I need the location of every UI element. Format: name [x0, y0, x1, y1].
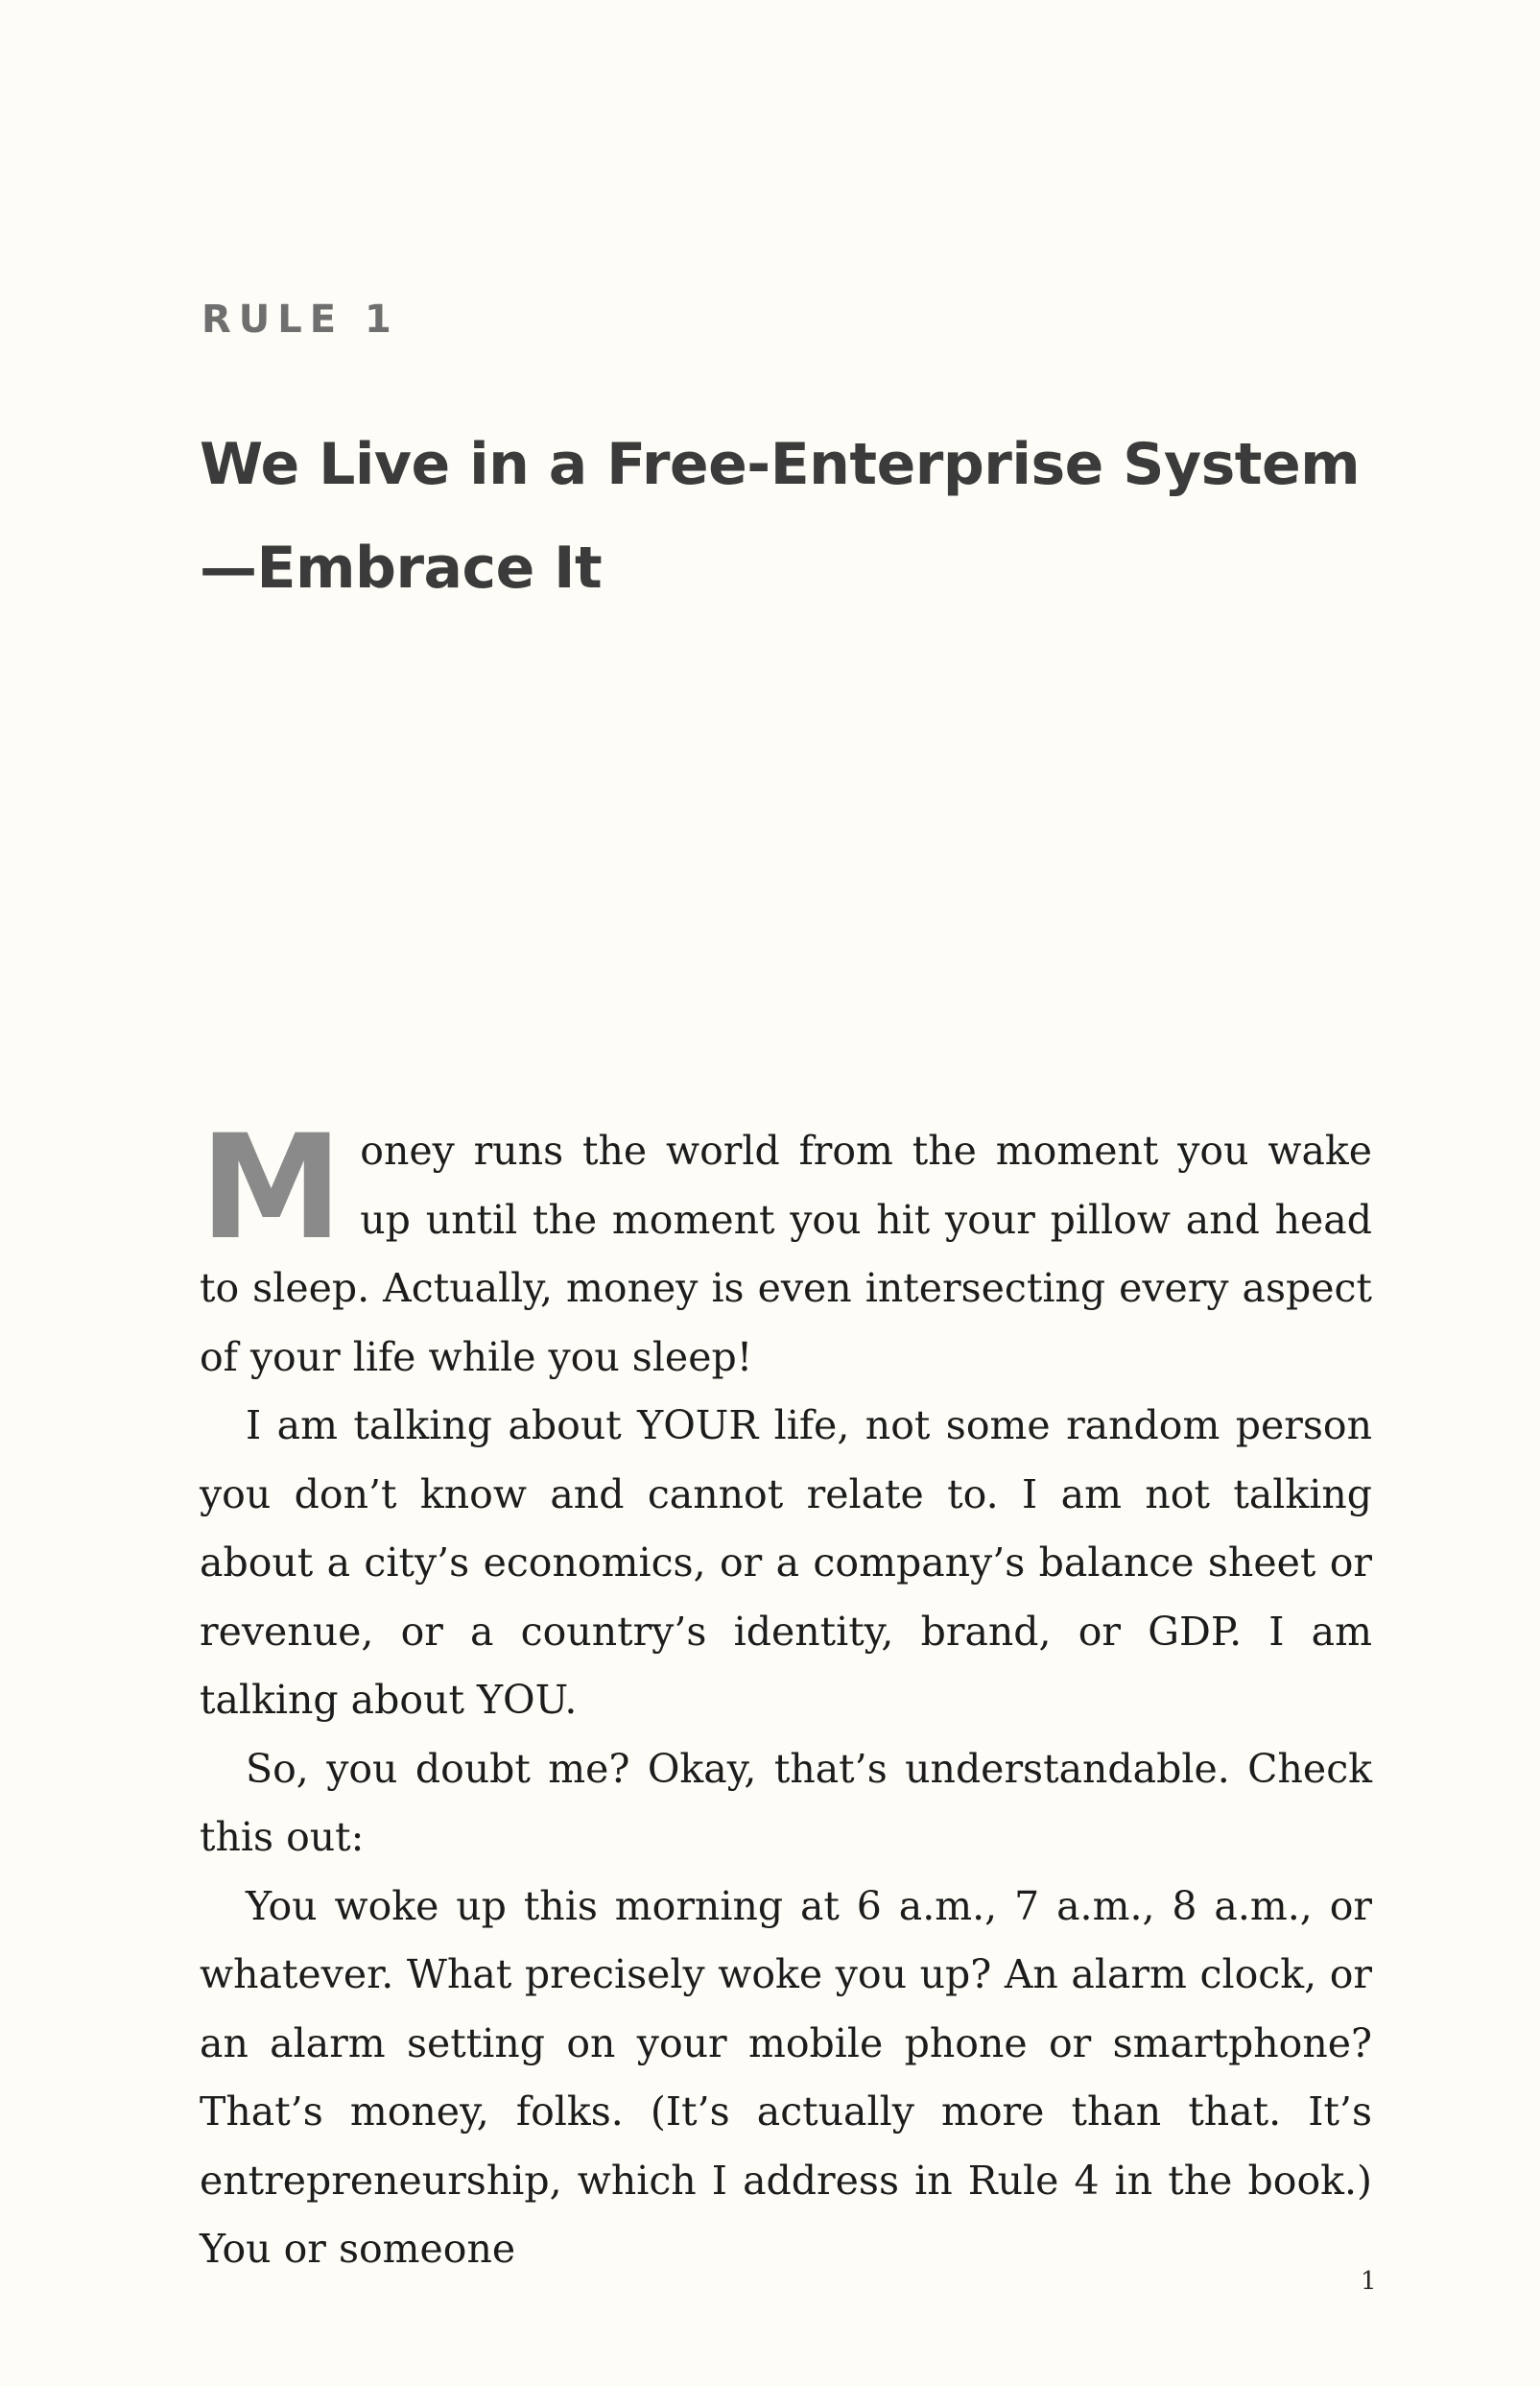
drop-cap: M [200, 1105, 344, 1272]
paragraph-3: So, you doubt me? Okay, that’s understandable. Check this out: [200, 1745, 1372, 1860]
chapter-title: We Live in a Free-Enterprise System—Embrace It [200, 431, 1361, 602]
paragraph-1-text: oney runs the world from the moment you wake up until the moment you hit your pillow and head to sleep. Actually, money is even intersecting every aspect of your life while you sleep! [200, 1128, 1372, 1380]
paragraph-4: You woke up this morning at 6 a.m., 7 a.m., 8 a.m., or whatever. What precisely woke you up? An alarm clock, or an alarm setting on your mobile phone or smartphone? That’s money, folks. (It’s actually more than that. It’s entrepreneurship, which I address in Rule 4 in the book.) You or someone [200, 1882, 1372, 2272]
paragraph-1 [200, 1105, 1372, 1392]
paragraph-2: I am talking about YOUR life, not some random person you don’t know and cannot relate to. I am not talking about a city’s economics, or a company’s balance sheet or revenue, or a country’s identity, brand, or GDP. I am talking about YOU. [200, 1402, 1372, 1723]
page-number: 1 [1361, 2267, 1377, 2296]
rule-label: RULE 1 [201, 298, 399, 342]
body-text [200, 1105, 1372, 2284]
